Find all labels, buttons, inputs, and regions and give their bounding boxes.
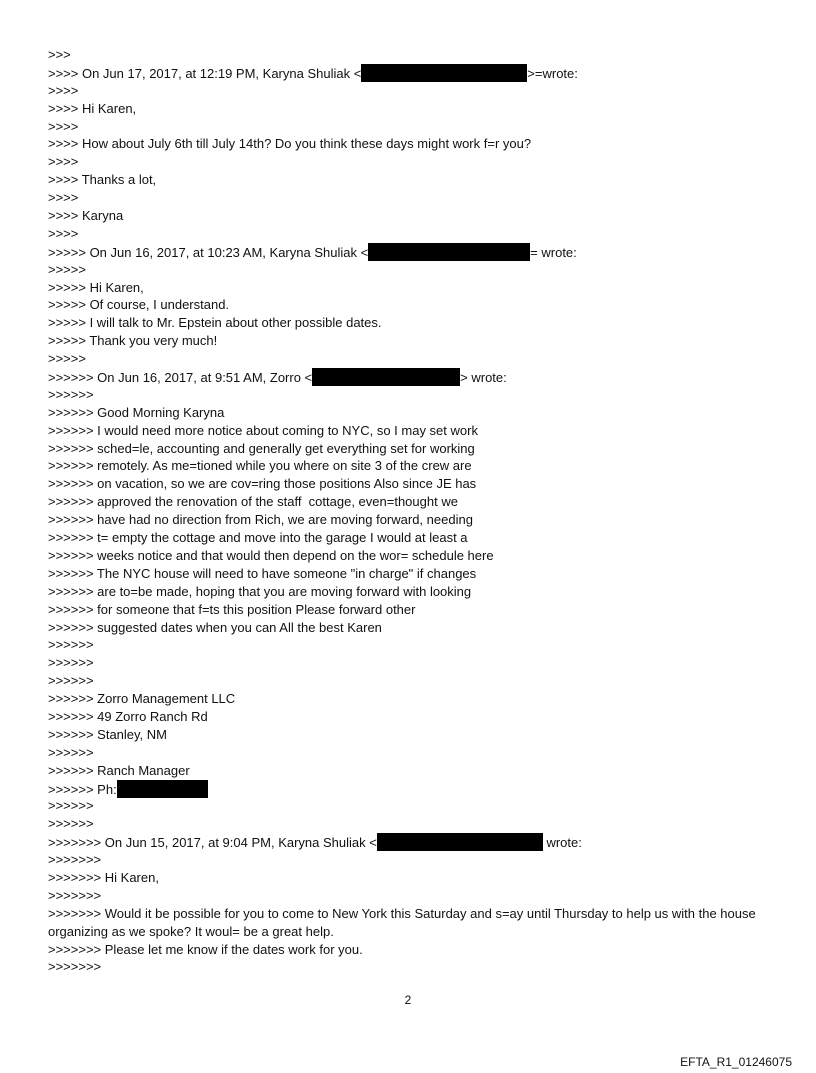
quote-line: >>>>>> have had no direction from Rich, we are moving forward, needing: [48, 512, 473, 528]
reply-header-suffix: >=wrote:: [527, 65, 578, 81]
quote-line: >>>>> Hi Karen,: [48, 279, 144, 295]
quote-line: >>>>>>>: [48, 959, 102, 975]
quote-line: >>>>>> weeks notice and that would then depend on the wor= schedule here: [48, 547, 494, 563]
quote-line: >>>>>: [48, 261, 86, 277]
reply-header-line: [48, 833, 768, 851]
redacted-phone-block: [117, 780, 208, 798]
email-thread-body: [48, 46, 768, 976]
quote-line: >>>> Karyna: [48, 208, 124, 224]
redacted-email-block: [377, 833, 543, 851]
quote-line: >>>>>: [48, 351, 86, 367]
reply-header-suffix: wrote:: [542, 835, 582, 851]
reply-header-line: [48, 368, 768, 386]
quote-line: >>>>>>>: [48, 887, 102, 903]
signature-city: >>>>>> Stanley, NM: [48, 726, 167, 742]
quote-line: >>>>>> for someone that f=ts this position Please forward other: [48, 601, 416, 617]
quote-line: >>>>>> on vacation, so we are cov=ring those positions Also since JE has: [48, 476, 477, 492]
quote-line: >>>>: [48, 118, 79, 134]
quote-line: >>>>: [48, 190, 79, 206]
quote-line: >>>>>>: [48, 386, 94, 402]
quote-line: >>>>>>>: [48, 852, 102, 868]
quote-line: >>>>>> approved the renovation of the staff cottage, even=thought we: [48, 494, 458, 510]
quote-line: >>>>>>: [48, 637, 94, 653]
quote-line: >>>> Thanks a lot,: [48, 172, 157, 188]
quote-line: >>>>> Thank you very much!: [48, 333, 218, 349]
quote-line: >>>>>> sched=le, accounting and generally get everything set for working: [48, 440, 475, 456]
redacted-email-block: [368, 243, 530, 261]
signature-phone-line: [48, 780, 768, 798]
quote-line: >>>>>>: [48, 673, 94, 689]
document-id: EFTA_R1_01246075: [680, 1055, 792, 1069]
quote-line: >>>>>>> Please let me know if the dates work for you.: [48, 941, 363, 957]
quote-line: >>>> How about July 6th till July 14th? Do you think these days might work f=r you?: [48, 136, 532, 152]
quote-line: >>>>>> t= empty the cottage and move into the garage I would at least a: [48, 530, 468, 546]
quote-line: >>>>>>: [48, 798, 94, 814]
quote-line: >>>>>>: [48, 655, 94, 671]
reply-header-text: >>>>>> On Jun 16, 2017, at 9:51 AM, Zorro <: [48, 370, 313, 386]
reply-header-suffix: > wrote:: [460, 370, 507, 386]
quote-line: >>>>: [48, 225, 79, 241]
quote-line: >>>>>> I would need more notice about coming to NYC, so I may set work: [48, 422, 478, 438]
quote-line: >>>>>> suggested dates when you can All the best Karen: [48, 619, 382, 635]
reply-header-line: [48, 243, 768, 261]
quote-line: >>>>>> Good Morning Karyna: [48, 404, 225, 420]
redacted-email-block: [312, 368, 460, 386]
quote-line: >>>> Hi Karen,: [48, 100, 137, 116]
quote-line: >>>: [48, 47, 71, 62]
quote-line-wrapped: >>>>>>> Would it be possible for you to come to New York this Saturday and s=ay until Thursday to help us with the house organizing as we spoke? It woul= be a great help.: [48, 905, 756, 939]
quote-line: >>>>>>: [48, 744, 94, 760]
reply-header-text: >>>>>>> On Jun 15, 2017, at 9:04 PM, Karyna Shuliak <: [48, 835, 377, 851]
quote-line: >>>>>> are to=be made, hoping that you are moving forward with looking: [48, 583, 472, 599]
reply-header-suffix: = wrote:: [530, 244, 577, 260]
redacted-email-block: [361, 64, 527, 82]
phone-label: >>>>>> Ph:: [48, 781, 117, 797]
signature-address: >>>>>> 49 Zorro Ranch Rd: [48, 708, 208, 724]
reply-header-line: [48, 64, 768, 82]
signature-title: >>>>>> Ranch Manager: [48, 762, 190, 778]
reply-header-text: >>>> On Jun 17, 2017, at 12:19 PM, Karyna Shuliak <: [48, 65, 362, 81]
quote-line: >>>>> Of course, I understand.: [48, 297, 230, 313]
signature-company: >>>>>> Zorro Management LLC: [48, 691, 236, 707]
quote-line: >>>>> I will talk to Mr. Epstein about other possible dates.: [48, 315, 382, 331]
quote-line: >>>>>> The NYC house will need to have someone "in charge" if changes: [48, 565, 477, 581]
quote-line: >>>>>>> Hi Karen,: [48, 869, 159, 885]
quote-line: >>>>: [48, 154, 79, 170]
quote-line: >>>>>>: [48, 816, 94, 832]
reply-header-text: >>>>> On Jun 16, 2017, at 10:23 AM, Karyna Shuliak <: [48, 244, 369, 260]
quote-line: >>>>>> remotely. As me=tioned while you where on site 3 of the crew are: [48, 458, 472, 474]
page-number: 2: [404, 993, 412, 1007]
quote-line: >>>>: [48, 82, 79, 98]
